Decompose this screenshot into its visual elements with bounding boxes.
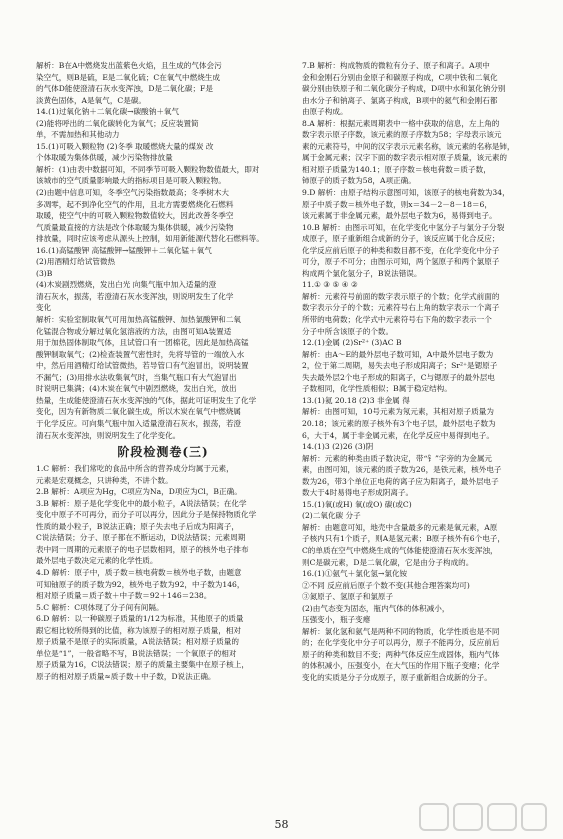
text-line: 16.(1)①氨气＋氯化氢→氯化铵 [302,569,408,579]
text-line: 用于加热固体制取气体，且试管口有一团棉花，因此是加热高锰 [36,338,249,348]
text-line: 该元素属于非金属元素，最外层电子数为6，易得到电子。 [302,211,497,221]
right-column [302,60,550,818]
text-line: 相对原子质量为140.1；原子序数＝核电荷数＝质子数， [302,164,491,174]
text-line: 碳分别由铁原子和二氧化碳分子构成，D项中水和氯化钠分别 [302,84,506,94]
text-line: (3)B [36,268,53,278]
left-column [36,60,290,818]
text-line: 2.B 解析：A项应为Hg，C项应为Na，D项应为Cl，B正确。 [36,487,242,497]
text-line: (2)能将呼出的二氧化碳转化为氧气；反应装置简 [36,118,199,128]
text-line: C的单质在空气中燃烧生成的气体能使澄清石灰水变浑浊， [302,545,498,555]
page-number: 58 [274,818,289,831]
text-line: 11.① ③ ⑤ ④ ② [302,280,358,290]
text-line: 15.(1)可吸入颗粒物 (2)冬季 取暖燃烧大量的煤炭 改 [36,141,214,151]
text-line: 素的元素符号，中间的汉字表示元素名称，该元素的名称是铈， [302,141,515,151]
text-line: 原子中质子数＝核外电子数，则x＝34－2－8－18＝6， [302,199,492,209]
text-line: 中，然后用酒精灯给试管微热，若导管口有气泡冒出，说明装置 [36,361,249,371]
text-line: 1.C 解析：我们常吃的食品中所含的营养成分均属于元素， [36,464,234,474]
text-line: (2)用酒精灯给试管微热 [36,257,116,267]
text-line: 热量，生成能使澄清石灰水变浑浊的气体，据此可证明发生了化学 [36,395,257,405]
text-line: 16.(1)高锰酸钾 高锰酸钾→锰酸钾＋二氧化锰＋氧气 [36,245,212,255]
text-line: ②不同 反应前后原子个数不变(其他合理答案均可) [302,580,470,590]
text-line: 气质量最直接的方法是改个体取暖为集体供暖，减少污染物 [36,222,234,232]
text-line: 则C是碳元素，D是二氧化碳，它是由分子构成的。 [302,557,474,567]
text-line: 原子的种类和数目不变；两种气体反应生成固体，瓶内气体 [302,649,500,659]
text-line: 可分，原子不可分；由图示可知，两个氢原子和两个氯原子 [302,257,500,267]
text-line: 可知铀原子的质子数为92，核外电子数为92，中子数为146， [36,579,245,589]
text-line: 失去最外层2个电子形成的阳离子，C与锶原子的最外层电 [302,372,495,382]
text-line: 10.B 解析：由图示可知，在化学变化中氢分子与氯分子分裂 [302,222,505,232]
text-line: 解析：氯化氢和氨气是两种不同的物质，化学性质也是不同 [302,626,500,636]
text-line: 变化，因为有新物质二氧化碳生成，所以木炭在氧气中燃烧属 [36,407,242,417]
text-line: 清石灰水变浑浊，则说明发生了化学变化。 [36,430,181,440]
text-line: 解析：由A～E的最外层电子数可知，A中最外层电子数为 [302,349,494,359]
text-line: ③氮原子、氢原子和氯原子 [302,592,394,602]
text-line: 压强变小，瓶子变瘪 [302,615,371,625]
text-line: 变化的实质是分子分成原子，原子重新组合成新的分子。 [302,672,492,682]
text-line: 元素是宏观概念，只讲种类，不讲个数。 [36,475,173,485]
text-line: 12.(1)金属 (2)Sr²⁺ (3)AC B [302,338,402,348]
text-line: 的气体D能使澄清石灰水变浑浊，D是二氧化碳；F是 [36,84,213,94]
text-line: 构成两个氯化氢分子，B说法错误。 [302,268,422,278]
text-line: 9.D 解析：由原子结构示意图可知，该原子的核电荷数为34， [302,188,510,198]
text-line: 不漏气；(3)用排水法收集氧气时，当集气瓶口有大气泡冒出 [36,372,237,382]
text-line: 清石灰水，振荡，若澄清石灰水变浑浊，则说明发生了化学 [36,291,234,301]
text-line: 相对原子质量＝质子数＋中子数＝92＋146＝238。 [36,591,212,601]
text-line: 化锰混合物或分解过氧化氢溶液的方法，由图可知A装置适 [36,326,232,336]
section-title: 阶段检测卷(三) [117,445,209,460]
text-line: (2)由气态变为固态，瓶内气体的体积减小， [302,603,450,613]
text-line: 解析：实验室制取氧气可用加热高锰酸钾、加热氯酸钾和二氧 [36,315,242,325]
text-line: 排放量，同时应该考虑从源头上控制，如用新能源代替化石燃料等。 [36,234,264,244]
text-line: (2)二氧化碳 分子 [302,511,361,521]
text-line: 于化学反应。可向集气瓶中加入适量澄清石灰水，振荡，若澄 [36,418,242,428]
text-line: 性质的最小粒子，B说法正确；原子失去电子后成为阳离子， [36,521,240,531]
text-line: 4.D 解析：原子中，质子数＝核电荷数＝核外电子数，由题意 [36,567,242,577]
text-line: 3.B 解析：原子是化学变化中的最小粒子，A说法错误；在化学 [36,498,247,508]
text-line: 的体积减小，压强变小，在大气压的作用下瓶子变瘪；化学 [302,661,500,671]
text-line: 该城市的空气质量影响最大的指标项目是可吸入颗粒物。 [36,176,226,186]
text-line: 铈原子的质子数为58，A项正确。 [302,176,416,186]
text-line: 多凋零，起不到净化空气的作用，且北方需要燃烧化石燃料 [36,199,234,209]
text-line: 淡黄色固体，A是氧气，C是碳。 [36,95,147,105]
text-line: 化学反应前后原子的种类和数目都不变，在化学变化中分子 [302,245,500,255]
text-line: 原子的相对原子质量≈质子数＋中子数，D说法正确。 [36,671,216,681]
text-line: 原子质量不是原子的实际质量，A说法错误；相对原子质量的 [36,637,239,647]
text-line: 数字表示原子序数，该元素的原子序数为58；字母表示该元 [302,130,502,140]
text-line: 6，大于4，属于非金属元素，在化学反应中易得到电子。 [302,430,494,440]
text-line: C说法错误；分子、原子都在不断运动，D说法错误；元素周期 [36,533,246,543]
text-line: 14.(1)过氧化钠＋二氧化碳→碳酸钠＋氧气 [36,107,180,117]
text-line: 数为26，带3个单位正电荷的离子应为阳离子，最外层电子 [302,476,499,486]
text-line: 个体取暖为集体供暖，减少污染物排放量 [36,153,173,163]
text-line: 数大于4时易得电子形成阴离子。 [302,488,414,498]
text-line: 单位是“1”，一般省略不写，B说法错误；一个氧原子的相对 [36,648,237,658]
text-line: 8.A 解析：根据元素周期表中一格中获取的信息，左上角的 [302,118,500,128]
text-line: 数字表示分子的个数；元素符号右上角的数字表示一个离子 [302,303,500,313]
text-line: 6.D 解析：以一种碳原子质量的1/12为标准，其他原子的质量 [36,614,244,624]
text-line: 金和金刚石分别由金原子和碳原子构成，C项中铁和二氧化 [302,72,498,82]
text-line: 解析：(1)由表中数据可知，不同季节可吸入颗粒物数值最大，即对 [36,164,260,174]
text-line: (4)木炭剧烈燃烧，发出白光 向集气瓶中加入适量的澄 [36,280,217,290]
text-line: 素，由图可知，该元素的质子数为26，是铁元素，核外电子 [302,465,502,475]
text-line: 分子中所含该原子的个数。 [302,326,394,336]
text-line: 20.18；该元素的原子核外有3个电子层，最外层电子数为 [302,418,496,428]
text-line: 由水分子和钠离子、氯离子构成，B项中的氦气和金刚石都 [302,95,498,105]
text-line: 2，位于第二周期，易失去电子形成阳离子；Sr²⁺是锶原子 [302,361,498,371]
text-line: 表中同一周期的元素原子的电子层数相同，原子的核外电子排布 [36,544,249,554]
text-line: 7.B 解析：构成物质的微粒有分子、原子和离子。A项中 [302,61,490,70]
text-line: 取暖，使空气中的可吸入颗粒物数值较大，因此改善冬季空 [36,211,234,221]
text-line: 14.(1)3 (2)26 (3)阴 [302,442,374,452]
text-line: 子数相同，化学性质相似；B属于稳定结构。 [302,384,452,394]
text-line: 变化中原子不可再分，而分子可以再分，因此分子是保持物质化学 [36,510,257,520]
text-line: 解析：B在A中燃烧发出蓝紫色火焰，且生成的气体会污 [36,61,222,70]
text-line: (2)由题中信息可知，冬季空气污染指数最高；冬季树木大 [36,188,230,198]
text-line: 解析：由图可知，10号元素为氖元素，其相对原子质量为 [302,407,494,417]
watermark-logo [418,800,548,834]
text-line: 13.(1)氦 20.18 (2)3 非金属 得 [302,395,410,405]
text-line: 解析：由题意可知，地壳中含量最多的元素是氧元素，A原 [302,522,498,532]
text-line: 15.(1)氧(或H) 氧(或O) 碳(或C) [302,499,412,509]
text-line: 时说明已集满；(4)木炭在氧气中剧烈燃烧，发出白光，放出 [36,384,237,394]
text-line: 属于金属元素；汉字下面的数字表示相对原子质量，该元素的 [302,153,508,163]
text-line: 原子质量为16，C说法错误；原子的质量主要集中在原子核上， [36,660,249,670]
text-line: 成原子，原子重新组合成新的分子，该反应属于化合反应； [302,234,500,244]
text-line: 变化 [36,303,52,313]
text-line: 子核内只有1个质子，则A是氢元素；B原子核外有6个电子， [302,534,505,544]
text-line: 的；在化学变化中分子可以再分，原子不能再分，反应前后 [302,638,500,648]
text-line: 单，不需加热和其他动力 [36,130,120,140]
text-line: 跟它相比较所得到的比值，称为该原子的相对原子质量，相对 [36,625,242,635]
text-line: 解析：元素符号前面的数字表示原子的个数；化学式前面的 [302,291,500,301]
text-line: 5.C 解析：C项体现了分子间有间隔。 [36,602,164,612]
text-line: 所带的电荷数；化学式中元素符号右下角的数字表示一个 [302,315,492,325]
text-line: 解析：元素的种类由质子数决定，带“钅”字旁的为金属元 [302,453,493,463]
text-line: 最外层电子数决定元素的化学性质。 [36,556,158,566]
text-line: 酸钾制取氧气；(2)检查装置气密性时，先将导管的一端放入水 [36,349,245,359]
text-line: 由原子构成。 [302,107,348,117]
text-line: 染空气，则B是硫，E是二氧化硫；C在氧气中燃烧生成 [36,72,220,82]
